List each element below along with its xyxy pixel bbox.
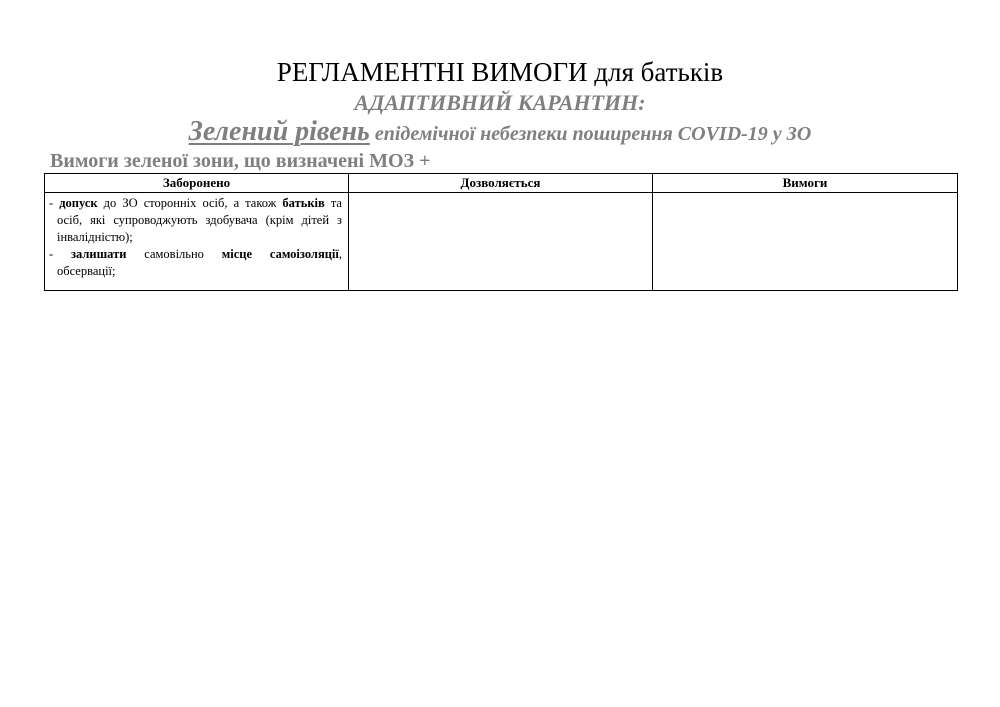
bold-term: батьків [282,196,325,210]
bullet-dash: - [49,196,60,210]
level-description: епідемічної небезпеки поширення COVID-19 у ЗО [369,123,812,145]
document-subtitle: АДАПТИВНИЙ КАРАНТИН: [354,90,646,115]
item-text: до ЗО сторонніх осіб, а також [97,196,283,210]
level-name: Зелений рівень [188,116,370,147]
allowed-text [349,193,652,195]
item-text: , обсервації; [57,247,342,278]
requirements-text [653,193,957,195]
requirements-cell [653,193,958,291]
bold-term: місце самоізоляції [221,247,339,261]
item-text: самовільно [126,247,222,261]
item-text: та осіб, які супроводжують здобувача (крім дітей з інвалідністю); [57,196,342,244]
table-row [45,193,958,291]
forbidden-item [49,195,342,246]
zone-heading: Вимоги зеленої зони, що визначені МОЗ + [50,150,431,172]
forbidden-item [49,246,342,280]
column-header-allowed: Дозволяється [349,174,653,193]
document-title: РЕГЛАМЕНТНІ ВИМОГИ для батьків [276,57,724,87]
allowed-cell [349,193,653,291]
bullet-dash: - [49,247,71,261]
bold-term: залишати [71,247,127,261]
level-heading [0,116,1000,148]
column-header-requirements: Вимоги [653,174,958,193]
forbidden-cell [45,193,349,291]
requirements-table [44,173,958,291]
bold-term: допуск [59,196,98,210]
table-header-row [45,174,958,193]
column-header-forbidden: Заборонено [45,174,349,193]
